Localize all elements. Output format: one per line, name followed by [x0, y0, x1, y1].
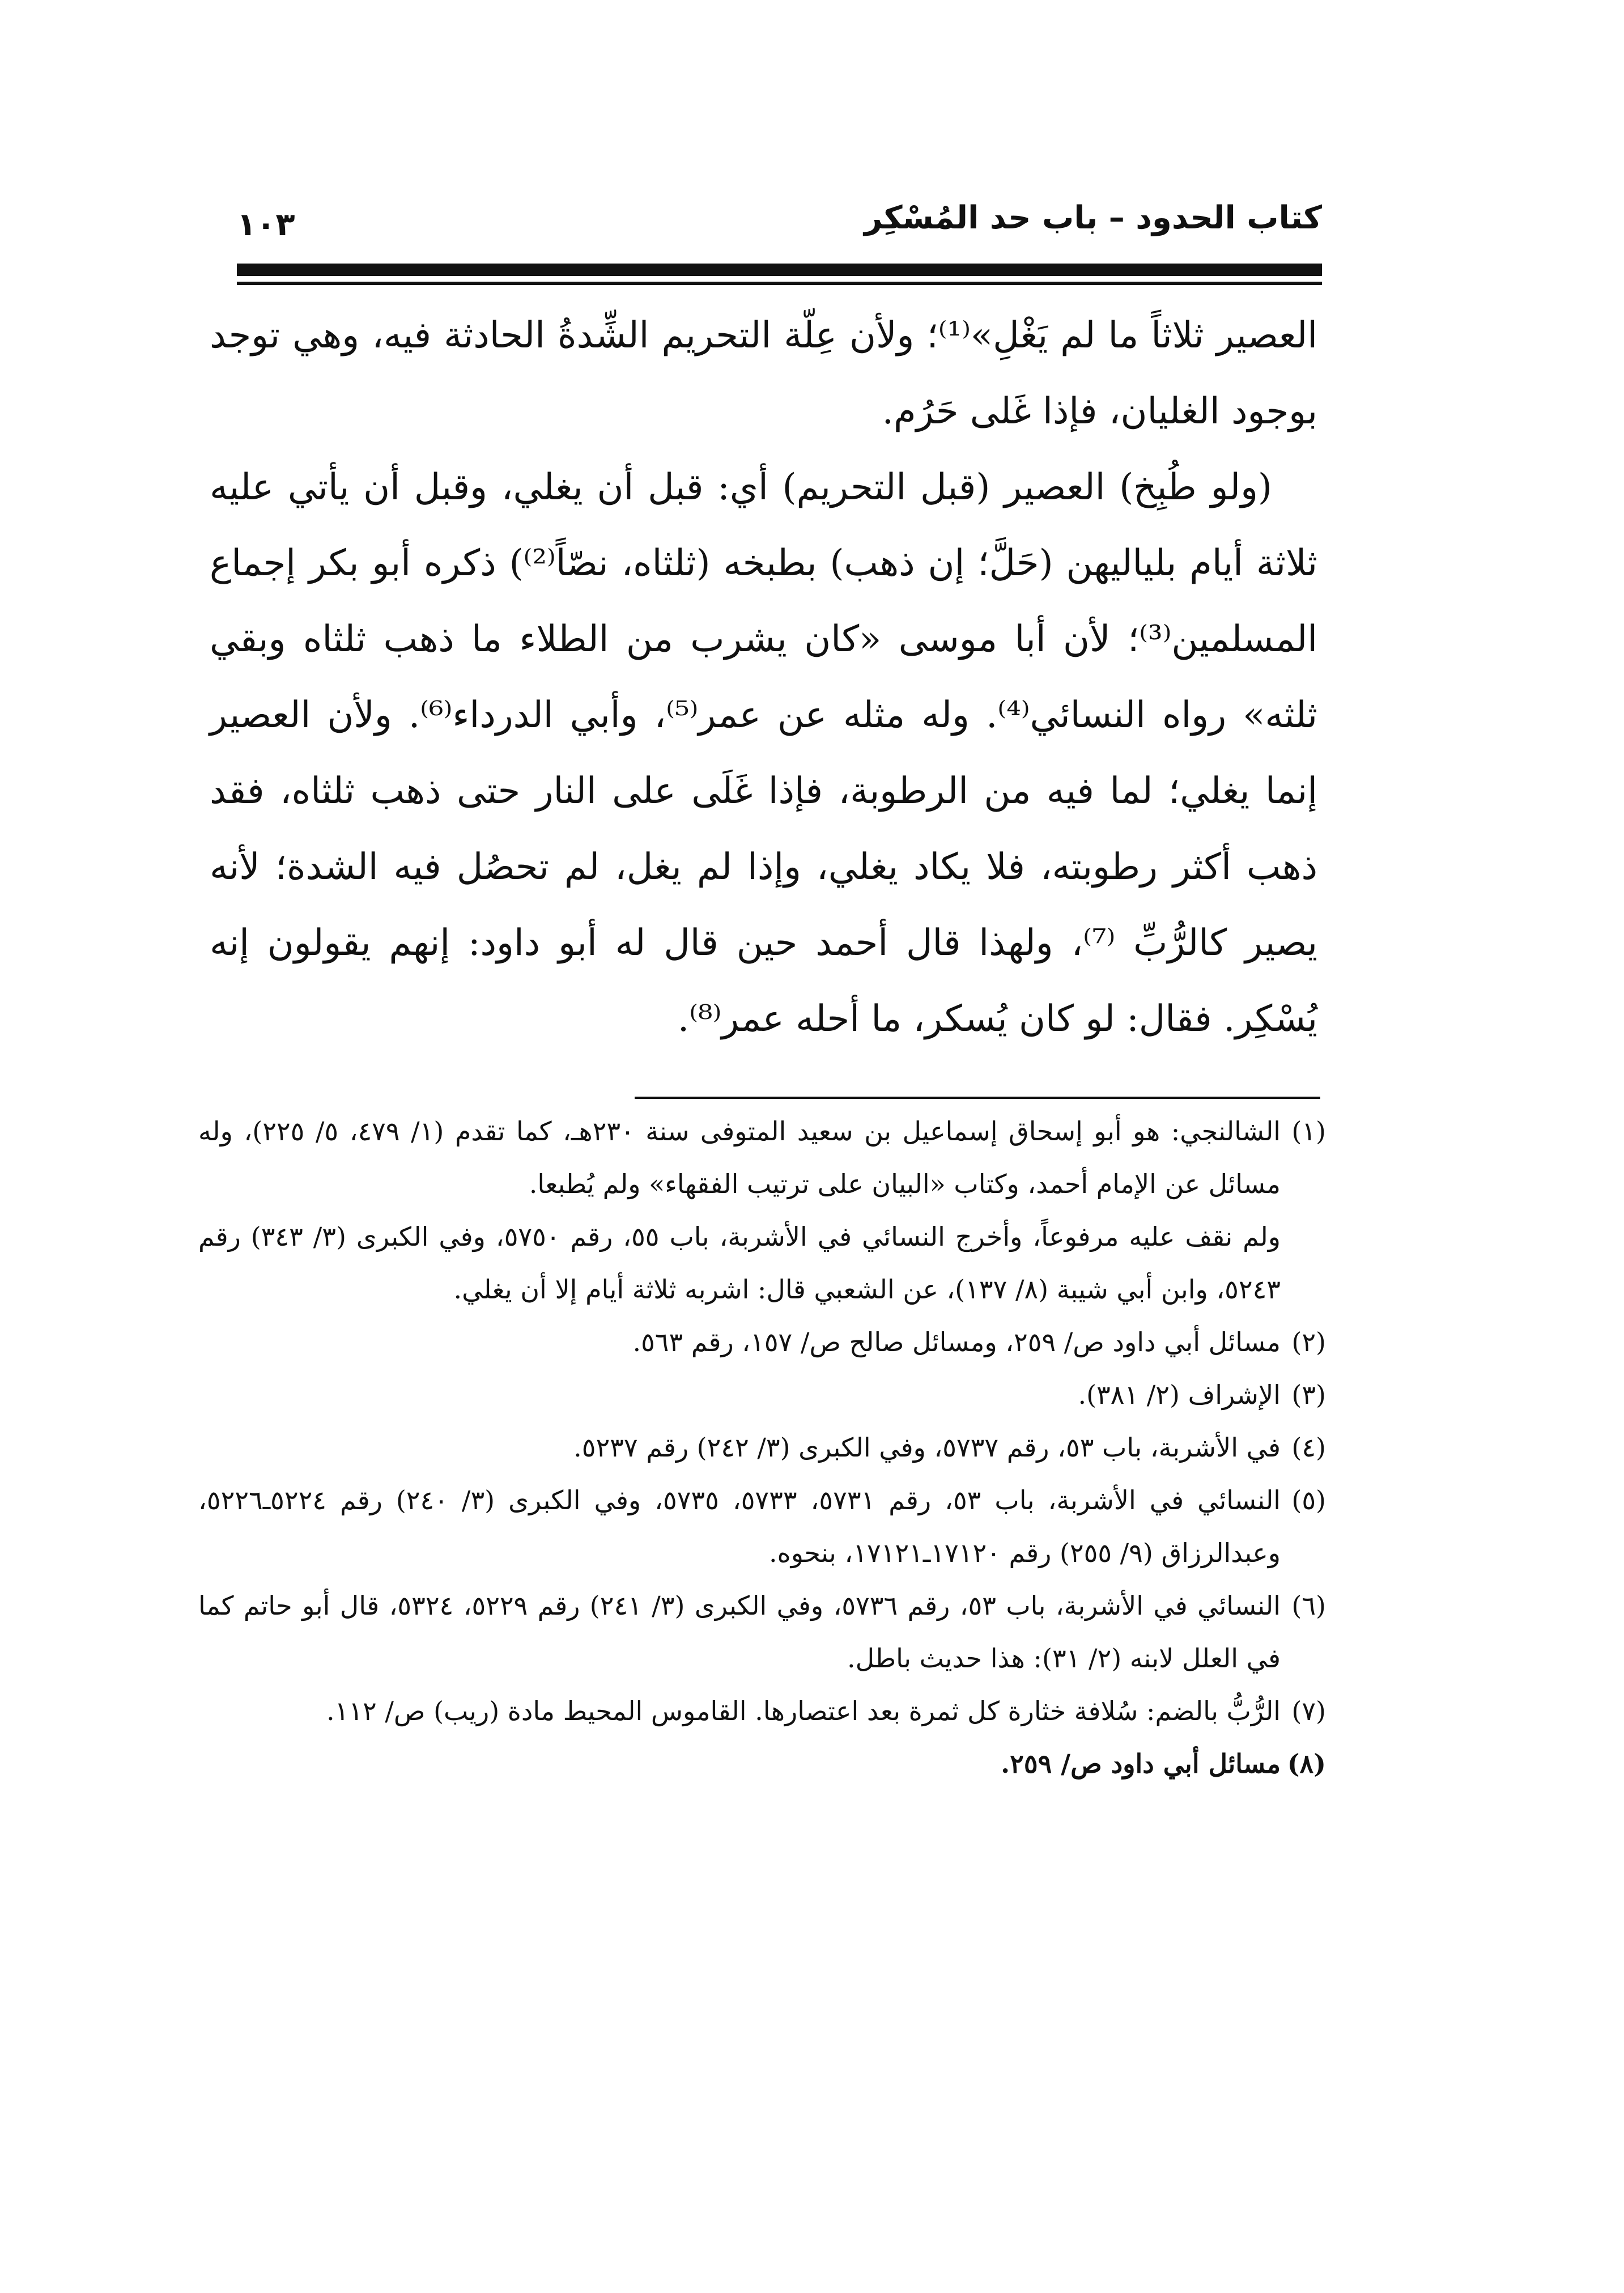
footnote-text: الشالنجي: هو أبو إسحاق إسماعيل بن سعيد المتوفى سنة ٢٣٠هـ، كما تقدم (١/ ٤٧٩، ٥/ ٢٢٥)، وله مسائل عن الإمام أحمد، وكتاب «البيان على ترتيب الفقهاء» ولم يُطبعا.: [198, 1116, 1281, 1199]
main-text: [210, 298, 1317, 1057]
footnote-text: في الأشربة، باب ٥٣، رقم ٥٧٣٧، وفي الكبرى (٣/ ٢٤٢) رقم ٥٢٣٧.: [573, 1432, 1281, 1463]
footnote-1-continuation: ولم نقف عليه مرفوعاً، وأخرج النسائي في الأشربة، باب ٥٥، رقم ٥٧٥٠، وفي الكبرى (٣/ ٣٤٣) رقم ٥٢٤٣، وابن أبي شيبة (٨/ ١٣٧)، عن الشعبي قال: اشربه ثلاثة أيام إلا أن يغلي.: [198, 1221, 1281, 1305]
footnote-number: (٦): [1291, 1590, 1326, 1621]
footnote-2: [198, 1316, 1326, 1369]
footnote-number: (١): [1291, 1116, 1326, 1146]
footnote-number: (٧): [1291, 1696, 1326, 1726]
page-header: [237, 198, 1322, 241]
footnote-text: مسائل أبي داود ص/ ٢٥٩.: [1001, 1748, 1281, 1779]
footnotes: [198, 1105, 1326, 1790]
footnote-text: النسائي في الأشربة، باب ٥٣، رقم ٥٧٣١، ٥٧٣٣، ٥٧٣٥، وفي الكبرى (٣/ ٢٤٠) رقم ٥٢٢٤ـ٥٢٢٦، وعبدالرزاق (٩/ ٢٥٥) رقم ١٧١٢٠ـ١٧١٢١، بنحوه.: [198, 1485, 1281, 1568]
header-rule-thick: [237, 264, 1322, 276]
footnote-7: [198, 1685, 1326, 1738]
footnote-text: الرُّبُّ بالضم: سُلافة خثارة كل ثمرة بعد اعتصارها. القاموس المحيط مادة (ريب) ص/ ١١٢.: [326, 1696, 1281, 1726]
footnote-number: (٢): [1291, 1327, 1326, 1357]
footnote-number: (٥): [1291, 1485, 1326, 1515]
footnote-text: الإشراف (٢/ ٣٨١).: [1078, 1379, 1281, 1410]
footnote-3: [198, 1369, 1326, 1421]
page-number: ١٠٣: [237, 206, 295, 243]
footnote-5: [198, 1474, 1326, 1579]
footnote-text: مسائل أبي داود ص/ ٢٥٩، ومسائل صالح ص/ ١٥٧، رقم ٥٦٣.: [632, 1327, 1281, 1357]
footnote-number: (٤): [1291, 1432, 1326, 1463]
running-title: كتاب الحدود – باب حد المُسْكِر: [864, 199, 1322, 236]
footnote-text: النسائي في الأشربة، باب ٥٣، رقم ٥٧٣٦، وفي الكبرى (٣/ ٢٤١) رقم ٥٢٢٩، ٥٣٢٤، قال أبو حاتم كما في العلل لابنه (٢/ ٣١): هذا حديث باطل.: [198, 1590, 1281, 1674]
footnote-6: [198, 1579, 1326, 1685]
footnote-4: [198, 1421, 1326, 1474]
paragraph-2: (ولو طُبِخ) العصير (قبل التحريم) أي: قبل أن يغلي، وقبل أن يأتي عليه ثلاثة أيام بلياليهن (حَلَّ؛ إن ذهب) بطبخه (ثلثاه، نصّاً⁽²⁾) ذكره أبو بكر إجماع المسلمين⁽³⁾؛ لأن أبا موسى «كان يشرب من الطلاء ما ذهب ثلثاه وبقي ثلثه» رواه النسائي⁽⁴⁾. وله مثله عن عمر⁽⁵⁾، وأبي الدرداء⁽⁶⁾. ولأن العصير إنما يغلي؛ لما فيه من الرطوبة، فإذا غَلَى على النار حتى ذهب ثلثاه، فقد ذهب أكثر رطوبته، فلا يكاد يغلي، وإذا لم يغل، لم تحصُل فيه الشدة؛ لأنه يصير كالرُّبِّ ⁽⁷⁾، ولهذا قال أحمد حين قال له أبو داود: إنهم يقولون إنه يُسْكِر. فقال: لو كان يُسكر، ما أحله عمر⁽⁸⁾.: [210, 466, 1318, 1040]
footnote-1: [198, 1105, 1326, 1211]
footnote-separator: [635, 1097, 1320, 1099]
footnote-8: [198, 1738, 1326, 1790]
header-rule-thin: [237, 282, 1322, 285]
footnote-number: (٨): [1287, 1748, 1326, 1779]
footnote-number: (٣): [1291, 1379, 1326, 1410]
paragraph-1: العصير ثلاثاً ما لم يَغْلِ»⁽¹⁾؛ ولأن عِلّة التحريم الشِّدةُ الحادثة فيه، وهي توجد بوجود الغليان، فإذا غَلى حَرُم.: [210, 315, 1317, 432]
